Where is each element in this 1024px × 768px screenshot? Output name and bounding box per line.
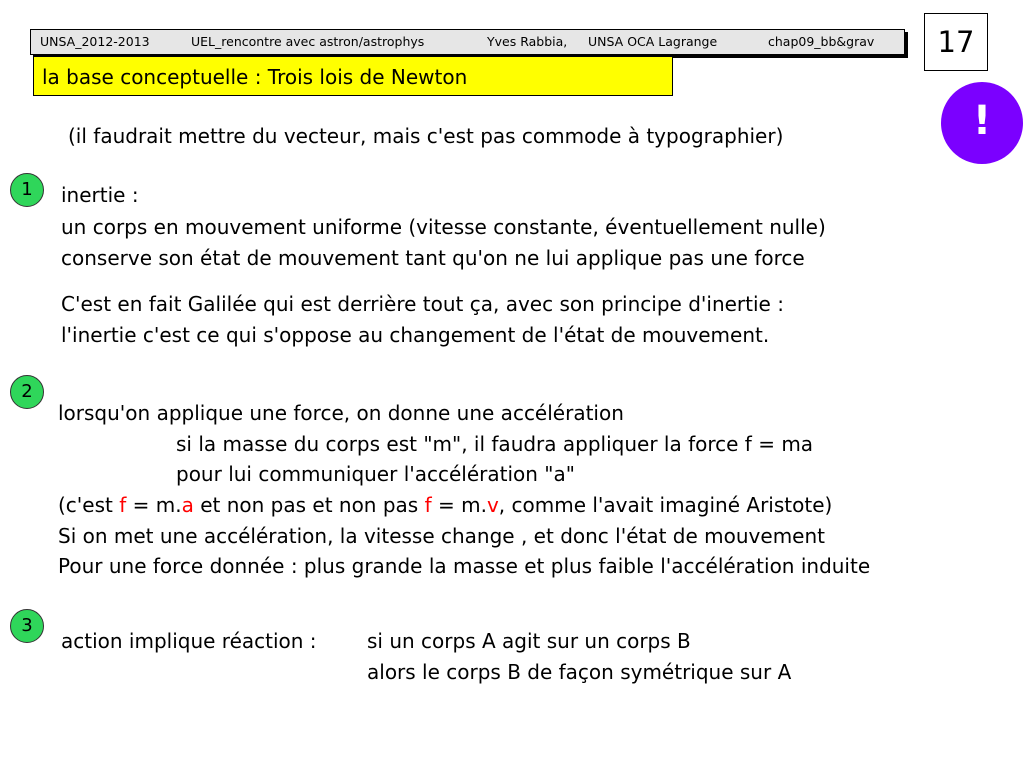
law1-line-3: conserve son état de mouvement tant qu'on ne lui applique pas une force [61,246,805,270]
law1-line-1: inertie : [61,183,139,207]
law1-note-1: C'est en fait Galilée qui est derrière tout ça, avec son principe d'inertie : [61,292,784,316]
law2-after-2: Pour une force donnée : plus grande la masse et plus faible l'accélération induite [58,554,871,578]
alert-icon: ! [941,82,1023,164]
law1-number-badge: 1 [10,173,44,207]
law3-line-1: si un corps A agit sur un corps B [367,629,691,653]
page-title: la base conceptuelle : Trois lois de Newton [33,56,673,96]
header-chapter: chap09_bb&grav [768,34,875,49]
aristote-text-2: = m. [126,493,182,517]
force-symbol-2: f [424,493,432,517]
law2-line-1: lorsqu'on applique une force, on donne une accélération [58,401,624,425]
acceleration-symbol: a [181,493,194,517]
subtitle: (il faudrait mettre du vecteur, mais c'est pas commode à typographier) [68,124,784,148]
header-author: Yves Rabbia, [487,34,568,49]
law2-aristote-line [58,490,832,520]
aristote-text-3: et non pas et non pas [193,493,425,517]
header-course: UNSA_2012-2013 [40,34,150,49]
law1-line-2: un corps en mouvement uniforme (vitesse constante, éventuellement nulle) [61,215,826,239]
law3-number-badge: 3 [10,609,44,643]
law2-after-1: Si on met une accélération, la vitesse change , et donc l'état de mouvement [58,524,826,548]
header-institution: UNSA OCA Lagrange [588,34,718,49]
force-symbol-1: f [119,493,127,517]
law2-number-badge: 2 [10,375,44,409]
law2-line-3: pour lui communiquer l'accélération "a" [176,462,575,486]
law2-line-2: si la masse du corps est "m", il faudra appliquer la force f = ma [176,432,814,456]
velocity-symbol: v [486,493,499,517]
aristote-text-1: (c'est [58,493,120,517]
law3-label: action implique réaction : [61,629,317,653]
law1-note-2: l'inertie c'est ce qui s'oppose au changement de l'état de mouvement. [61,323,770,347]
page-number: 17 [924,13,988,71]
law3-line-2: alors le corps B de façon symétrique sur A [367,660,792,684]
header-bar [30,29,905,55]
header-module: UEL_rencontre avec astron/astrophys [191,34,425,49]
aristote-text-5: , comme l'avait imaginé Aristote) [498,493,833,517]
aristote-text-4: = m. [431,493,487,517]
